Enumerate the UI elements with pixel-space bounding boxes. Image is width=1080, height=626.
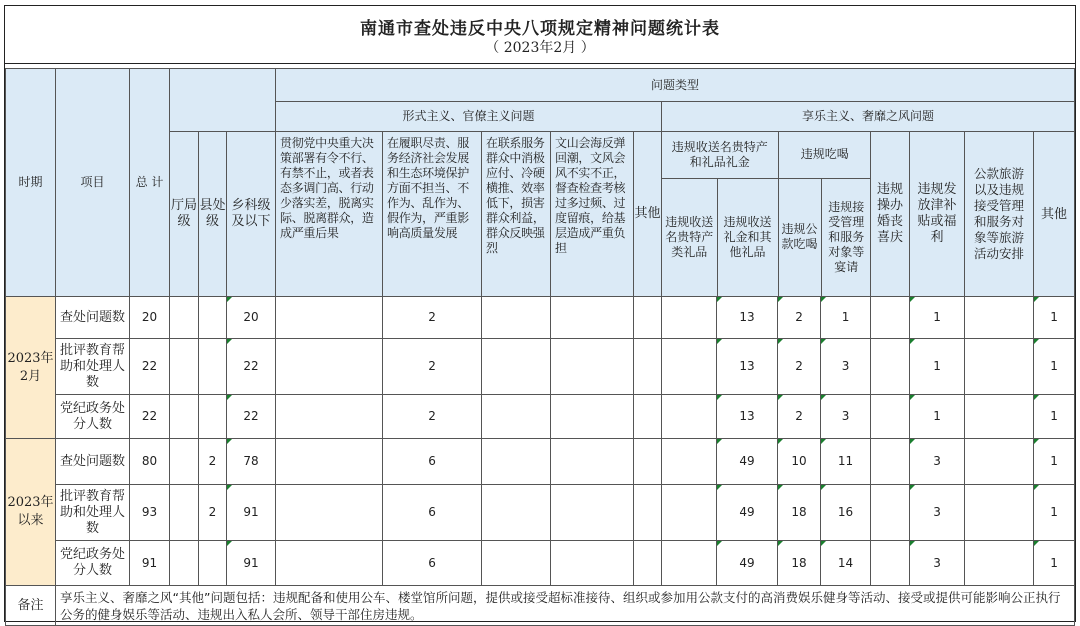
formalism-col-4-value	[551, 395, 634, 439]
item-cell: 党纪政务处分人数	[56, 395, 130, 439]
level-ting-value	[170, 439, 199, 485]
hedonism-col-4-value: 1	[910, 339, 965, 395]
eat-col-2-value: 16	[821, 485, 871, 541]
formalism-col-2-value: 2	[383, 297, 482, 339]
level-xiang-value: 91	[227, 485, 276, 541]
formalism-col-4-value	[551, 485, 634, 541]
level-ting-header: 厅局级	[170, 132, 199, 297]
level-xian-value: 2	[199, 485, 227, 541]
statistics-sheet	[4, 5, 1076, 622]
total-value: 22	[130, 395, 170, 439]
hedonism-col-3-value	[871, 485, 910, 541]
level-xiang-value: 22	[227, 339, 276, 395]
title-block	[5, 6, 1075, 64]
gift-col-2-value: 49	[717, 541, 778, 586]
eat-col-1-value: 2	[778, 395, 821, 439]
hedonism-col-3-value	[871, 541, 910, 586]
formalism-col-3-value	[482, 541, 551, 586]
gift-col-1-value	[662, 395, 717, 439]
total-value: 93	[130, 485, 170, 541]
hedonism-other-value: 1	[1034, 339, 1075, 395]
item-header: 项目	[56, 69, 130, 297]
formalism-col-4-header: 文山会海反弹回潮，文风会风不实不正，督查检查考核过多过频、过度留痕，给基层造成严重负担	[551, 132, 634, 297]
gift-col-2-value: 49	[717, 439, 778, 485]
level-xian-value	[199, 339, 227, 395]
gift-col-1-value	[662, 439, 717, 485]
formalism-other-value	[634, 395, 662, 439]
level-xian-value	[199, 297, 227, 339]
level-ting-value	[170, 395, 199, 439]
formalism-col-1-header: 贯彻党中央重大决策部署有令不行、有禁不止，或者表态多调门高、行动少落实差，脱离实际、脱离群众，造成严重后果	[276, 132, 383, 297]
formalism-col-1-value	[276, 485, 383, 541]
formalism-col-3-value	[482, 485, 551, 541]
hedonism-col-4-value: 3	[910, 541, 965, 586]
total-header: 总 计	[130, 69, 170, 297]
hedonism-col-5-value	[965, 297, 1034, 339]
gift-col-2-header: 违规收送礼金和其他礼品	[717, 178, 778, 296]
hedonism-other-value: 1	[1034, 395, 1075, 439]
item-cell: 查处问题数	[56, 439, 130, 485]
eat-col-2-value: 1	[821, 297, 871, 339]
formalism-col-4-value	[551, 339, 634, 395]
level-xian-value	[199, 541, 227, 586]
formalism-col-4-value	[551, 439, 634, 485]
level-ting-value	[170, 485, 199, 541]
gift-eat-header-group	[662, 132, 871, 297]
hedonism-col-3-value	[871, 339, 910, 395]
gift-col-1-value	[662, 297, 717, 339]
hedonism-other-value: 1	[1034, 297, 1075, 339]
formalism-col-2-header: 在履职尽责、服务经济社会发展和生态环境保护方面不担当、不作为、乱作为、假作为，严重影响高质量发展	[383, 132, 482, 297]
hedonism-col-3-value	[871, 395, 910, 439]
page-title: 南通市查处违反中央八项规定精神问题统计表	[360, 19, 720, 39]
period-cell: 2023年以来	[6, 439, 56, 586]
hedonism-col-5-value	[965, 439, 1034, 485]
formalism-col-1-value	[276, 297, 383, 339]
level-xian-value	[199, 395, 227, 439]
eat-group-header: 违规吃喝	[778, 132, 870, 178]
eat-col-2-value: 11	[821, 439, 871, 485]
note-text: 享乐主义、奢靡之风“其他”问题包括：违规配备和使用公车、楼堂馆所问题，提供或接受超标准接待、组织或参加用公款支付的高消费娱乐健身等活动、接受或提供可能影响公正执行公务的健身娱乐等活动、违规出入私人会所、领导干部住房违规。	[56, 586, 1075, 626]
table-row	[6, 485, 1075, 541]
table-row	[6, 541, 1075, 586]
total-value: 91	[130, 541, 170, 586]
formalism-col-1-value	[276, 339, 383, 395]
formalism-col-3-value	[482, 439, 551, 485]
formalism-col-3-value	[482, 339, 551, 395]
gift-col-2-value: 13	[717, 339, 778, 395]
hedonism-col-5-header: 公款旅游以及违规接受管理和服务对象等旅游活动安排	[965, 132, 1034, 297]
formalism-other-value	[634, 439, 662, 485]
level-xiang-value: 91	[227, 541, 276, 586]
formalism-col-2-value: 6	[383, 541, 482, 586]
hedonism-other-value: 1	[1034, 439, 1075, 485]
formalism-col-4-value	[551, 541, 634, 586]
eat-col-2-value: 14	[821, 541, 871, 586]
item-cell: 批评教育帮助和处理人数	[56, 485, 130, 541]
hedonism-col-3-value	[871, 439, 910, 485]
table-row	[6, 339, 1075, 395]
gift-col-2-value: 13	[717, 395, 778, 439]
formalism-col-4-value	[551, 297, 634, 339]
level-header-blank	[170, 69, 276, 132]
formalism-col-3-value	[482, 297, 551, 339]
hedonism-other-header: 其他	[1034, 132, 1075, 297]
level-ting-value	[170, 297, 199, 339]
eat-col-1-value: 2	[778, 297, 821, 339]
table-row	[6, 395, 1075, 439]
hedonism-col-4-value: 1	[910, 297, 965, 339]
hedonism-header: 享乐主义、奢靡之风问题	[662, 102, 1075, 132]
eat-col-1-value: 18	[778, 485, 821, 541]
formalism-col-3-header: 在联系服务群众中消极应付、冷硬横推、效率低下，损害群众利益，群众反映强烈	[482, 132, 551, 297]
gift-col-2-value: 13	[717, 297, 778, 339]
problem-type-header: 问题类型	[276, 69, 1075, 102]
formalism-col-1-value	[276, 395, 383, 439]
formalism-other-value	[634, 297, 662, 339]
eat-col-1-value: 18	[778, 541, 821, 586]
formalism-col-3-value	[482, 395, 551, 439]
formalism-other-value	[634, 541, 662, 586]
hedonism-col-4-value: 3	[910, 439, 965, 485]
total-value: 22	[130, 339, 170, 395]
item-cell: 查处问题数	[56, 297, 130, 339]
note-label: 备注	[6, 586, 56, 626]
eat-col-1-header: 违规公款吃喝	[778, 178, 821, 296]
hedonism-col-4-value: 3	[910, 485, 965, 541]
hedonism-other-value: 1	[1034, 485, 1075, 541]
formalism-other-header: 其他	[634, 132, 662, 297]
hedonism-other-value: 1	[1034, 541, 1075, 586]
eat-col-2-header: 违规接受管理和服务对象等宴请	[821, 178, 870, 296]
gift-col-1-value	[662, 339, 717, 395]
level-xian-value: 2	[199, 439, 227, 485]
eat-col-2-value: 3	[821, 395, 871, 439]
hedonism-col-3-header: 违规操办婚丧喜庆	[871, 132, 910, 297]
page-subtitle: （ 2023年2月 ）	[485, 40, 595, 56]
formalism-col-2-value: 6	[383, 439, 482, 485]
table-row	[6, 439, 1075, 485]
total-value: 80	[130, 439, 170, 485]
hedonism-col-5-value	[965, 339, 1034, 395]
statistics-table	[5, 68, 1075, 626]
gift-eat-subtable	[662, 132, 871, 296]
period-cell: 2023年2月	[6, 297, 56, 439]
gift-col-1-value	[662, 541, 717, 586]
formalism-other-value	[634, 485, 662, 541]
formalism-header: 形式主义、官僚主义问题	[276, 102, 662, 132]
item-cell: 批评教育帮助和处理人数	[56, 339, 130, 395]
hedonism-col-3-value	[871, 297, 910, 339]
eat-col-2-value: 3	[821, 339, 871, 395]
level-xiang-value: 22	[227, 395, 276, 439]
formalism-col-2-value: 2	[383, 395, 482, 439]
formalism-col-2-value: 2	[383, 339, 482, 395]
eat-col-1-value: 2	[778, 339, 821, 395]
period-header: 时期	[6, 69, 56, 297]
level-ting-value	[170, 541, 199, 586]
level-ting-value	[170, 339, 199, 395]
hedonism-col-5-value	[965, 395, 1034, 439]
gift-col-1-value	[662, 485, 717, 541]
hedonism-col-5-value	[965, 541, 1034, 586]
item-cell: 党纪政务处分人数	[56, 541, 130, 586]
level-xiang-value: 78	[227, 439, 276, 485]
gift-col-1-header: 违规收送名贵特产类礼品	[662, 178, 717, 296]
table-row	[6, 297, 1075, 339]
gift-col-2-value: 49	[717, 485, 778, 541]
formalism-col-1-value	[276, 439, 383, 485]
total-value: 20	[130, 297, 170, 339]
hedonism-col-4-value: 1	[910, 395, 965, 439]
formalism-other-value	[634, 339, 662, 395]
eat-col-1-value: 10	[778, 439, 821, 485]
hedonism-col-4-header: 违规发放津补贴或福利	[910, 132, 965, 297]
level-xiang-value: 20	[227, 297, 276, 339]
level-xian-header: 县处级	[199, 132, 227, 297]
hedonism-col-5-value	[965, 485, 1034, 541]
gift-group-header: 违规收送名贵特产和礼品礼金	[662, 132, 778, 178]
level-xiang-header: 乡科级及以下	[227, 132, 276, 297]
formalism-col-1-value	[276, 541, 383, 586]
formalism-col-2-value: 6	[383, 485, 482, 541]
